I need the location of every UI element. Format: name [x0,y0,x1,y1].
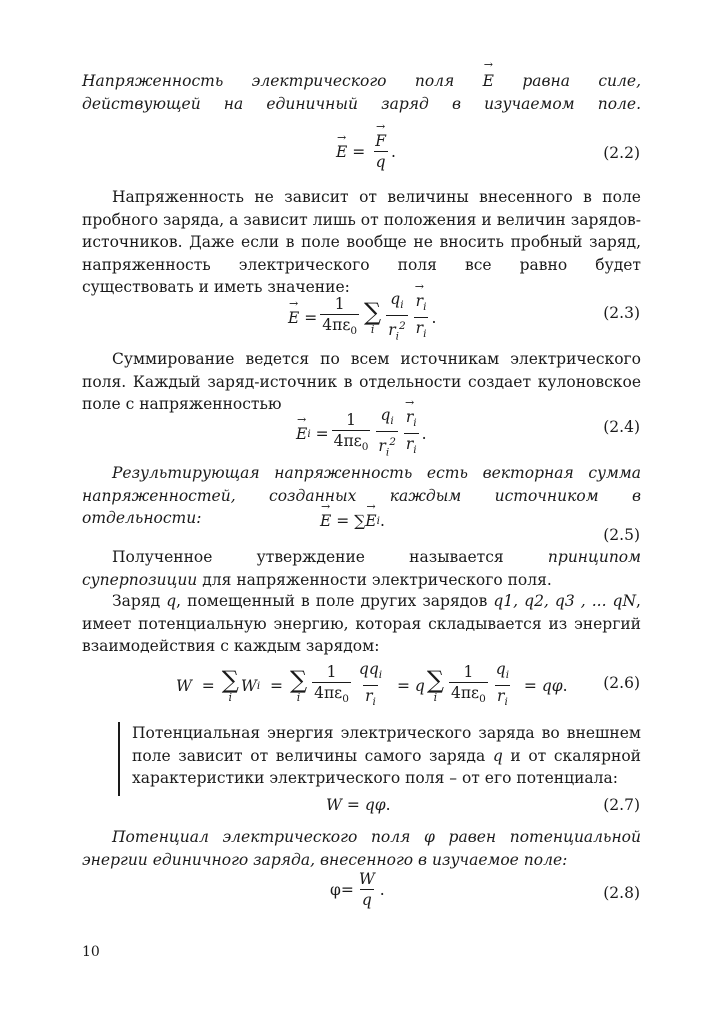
paragraph-potential-energy: Потенциальная энергия электрического заряда во внешнем поле зависит от величины самого заряда q и от скалярной характеристики электрического поля – от его потенциала: [132,724,641,787]
paragraph-superposition: Полученное утверждение называется принципом суперпозиции для напряженности электрического поля. [82,548,641,589]
equation-number: (2.6) [603,674,640,692]
page-number: 10 [82,944,100,960]
charge-list: q1, q2, q3 , ... qN [493,592,637,610]
definition-potential: Потенциал электрического поля φ равен потенциальной энергии единичного заряда, внесенного в изучаемое поле: [82,828,641,869]
equation-number: (2.3) [603,304,640,322]
equation-2-8: φ = $\frac{W}{q}$ . [330,870,385,909]
paragraph-charge-energy: Заряд q, помещенный в поле других зарядов q1, q2, q3 , ... qN, имеет потенциальную энергию, которая складывается из энергий взаимодействия с каждым зарядом: [82,592,641,655]
equation-2-4: → E i = $\frac{1}{4\pi\varepsilon_0}$ $\frac{q_i}{r_i^2}$ → $\frac{r_i}{r_i}$ . [296,406,427,461]
paragraph-summation: Суммирование ведется по всем источникам электрического поля. Каждый заряд-источник в отдельности создает кулоновское поле с напряженностью [82,350,641,413]
equation-number: (2.4) [603,418,640,436]
equation-number: (2.5) [603,526,640,544]
vector-E: → E [483,70,494,93]
definition-field-strength: Напряженность электрического поля → E равна силе, действующей на единичный заряд в изучаемом поле. [82,70,641,115]
equation-number: (2.7) [603,796,640,814]
equation-number: (2.2) [603,144,640,162]
equation-number: (2.8) [603,884,640,902]
equation-2-5: → E = ∑ → E i . [320,512,385,530]
paragraph-independence: Напряженность не зависит от величины внесенного в поле пробного заряда, а зависит лишь от положения и величин зарядов-источников. Даже если в поле вообще не вносить пробный заряд, напряженность электрического поля все равно будет существовать и иметь значение: [82,188,641,296]
equation-2-6: W = ∑ i W i = ∑ i $\frac{1}{4\pi\varepsilon_0}$ $\frac{qq_i}{r_i}$ = q ∑ i $\frac{1}{4\pi\varepsilon_0}$ $\frac{q_i}{r_i}$ = qφ . [176,660,568,711]
equation-2-7: W = qφ . [326,796,391,814]
equation-2-3: → E = $\frac{1}{4\pi\varepsilon_0}$ ∑ i $\frac{q_i}{r_i^2}$ → $\frac{r_i}{r_i}$ . [288,290,436,345]
paragraph-resulting-field: Результирующая напряженность есть векторная сумма напряженностей, созданных каждым источником в отдельности: [82,464,641,527]
equation-2-2: → E = → $\frac{F}{q}$ . [336,132,396,171]
term-superposition: принципом суперпозиции [82,548,641,589]
margin-bar [118,722,120,796]
